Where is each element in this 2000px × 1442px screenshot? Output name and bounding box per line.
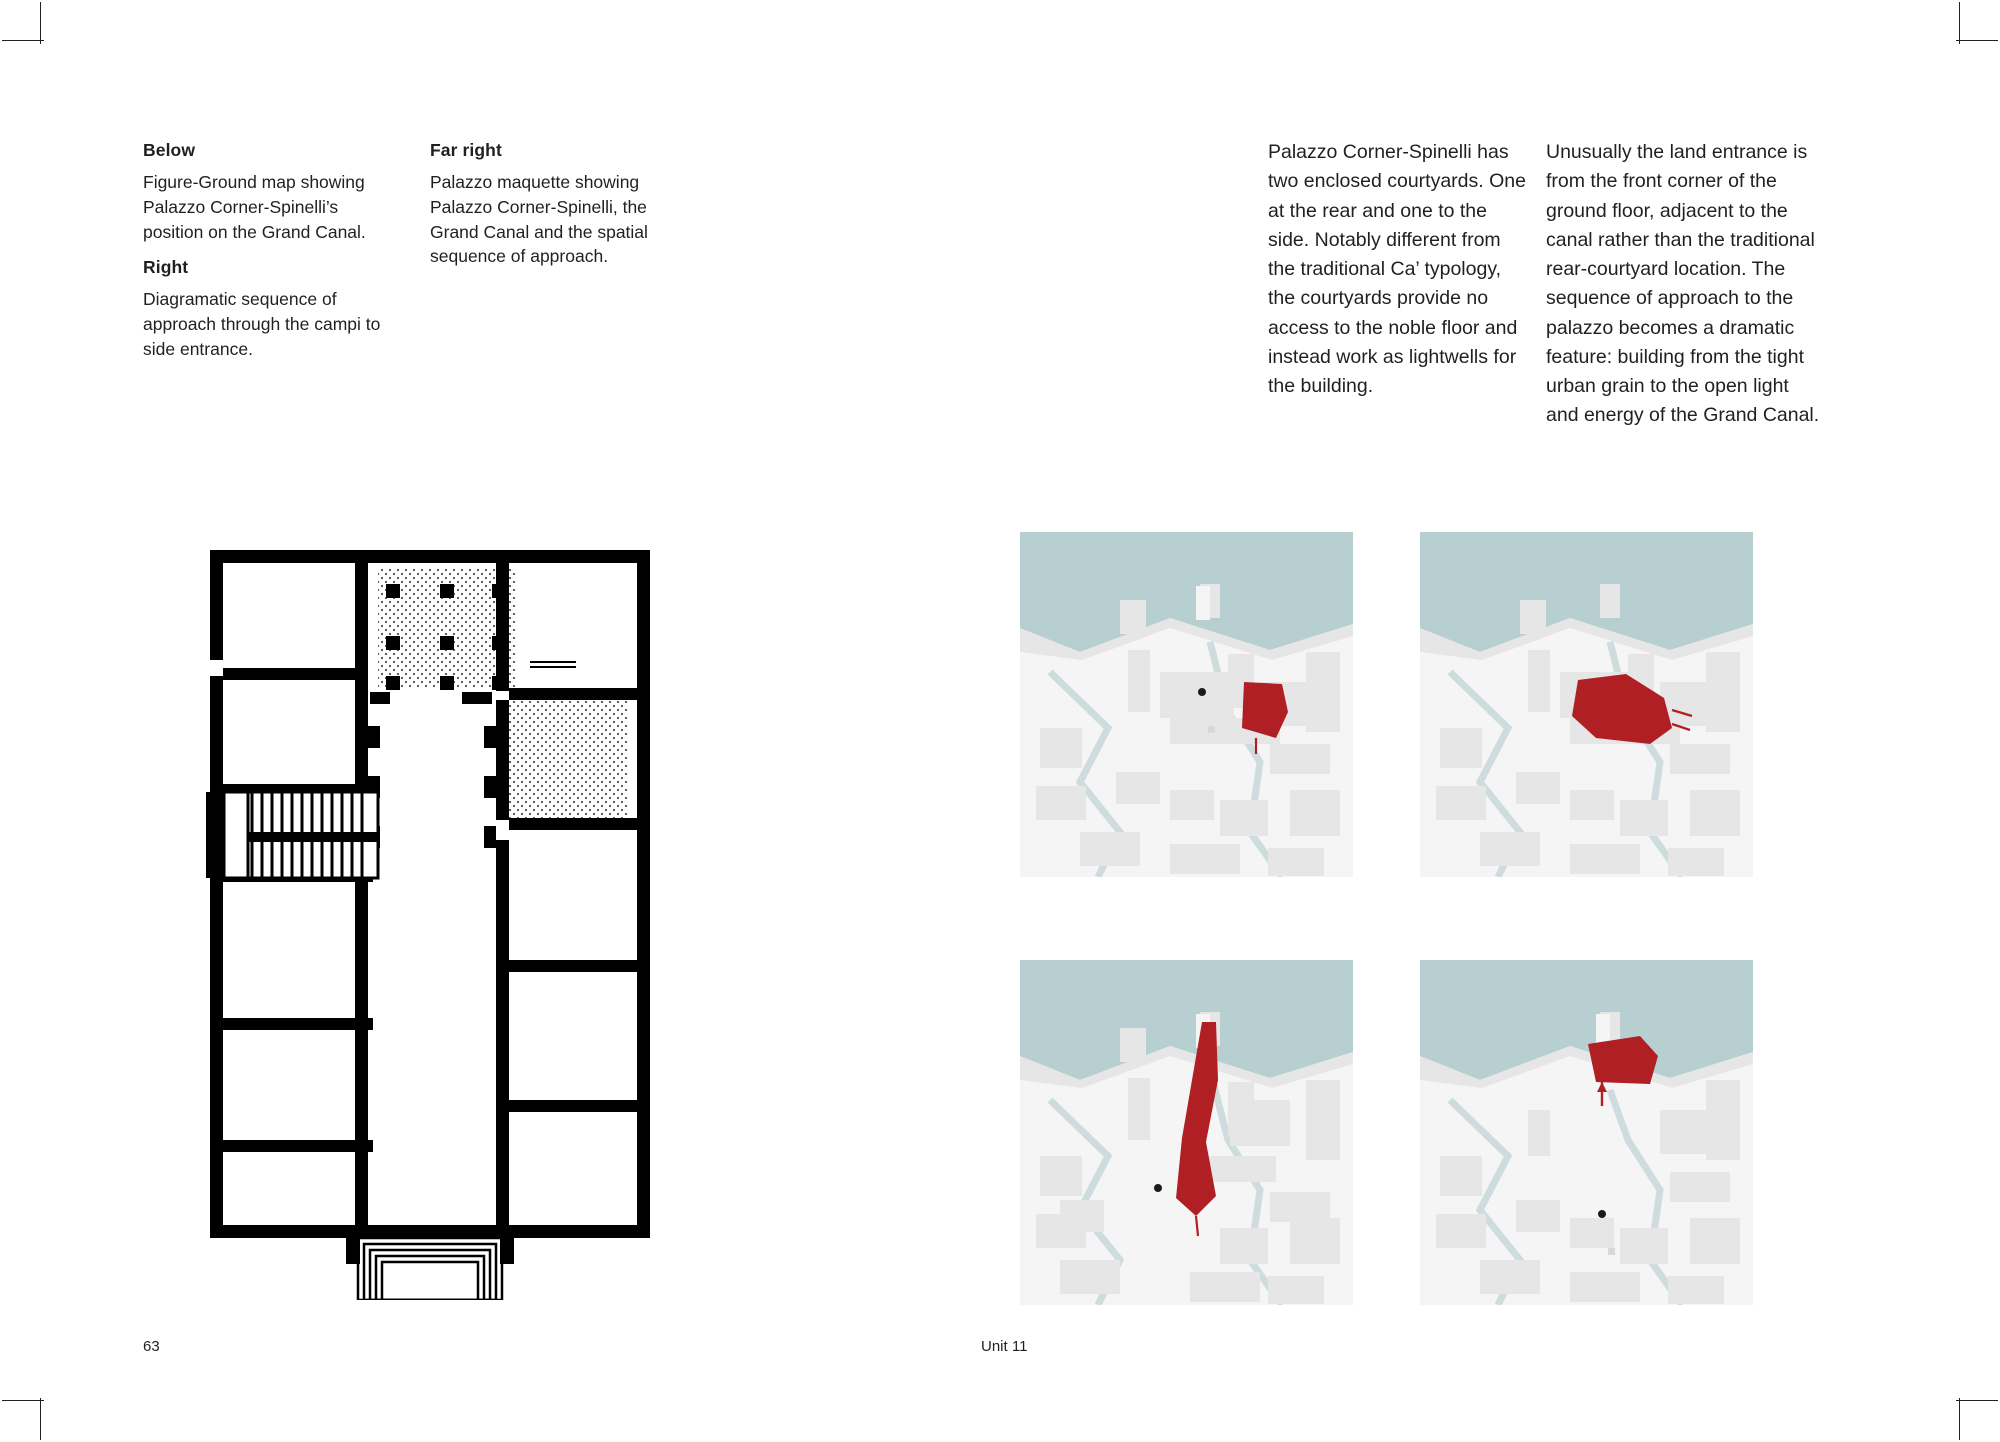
- crop-mark-bottom-left-horizontal: [2, 1400, 44, 1401]
- body-column-one-text: Palazzo Corner-Spinelli has two enclosed courtyards. One at the rear and one to the side. Notably different from the traditional Ca’ typology, the courtyards provide no access to the noble floor and instead work as lightwells for the building.: [1268, 141, 1526, 397]
- map-svg-4: [1420, 960, 1753, 1305]
- courtyard-side: [508, 700, 628, 820]
- caption-below-body: Figure-Ground map showing Palazzo Corner-Spinelli’s position on the Grand Canal.: [143, 171, 366, 242]
- caption-right-heading: Right: [143, 257, 189, 277]
- map-svg-2: [1420, 532, 1753, 877]
- map-tile-step-4: [1420, 960, 1753, 1305]
- campo-marker: [1198, 688, 1206, 696]
- caption-far-right: [430, 138, 680, 269]
- staircase: [224, 792, 378, 878]
- map-tile-step-2: [1420, 532, 1753, 877]
- water-steps: [358, 1238, 502, 1300]
- body-column-two: [1546, 138, 1821, 431]
- crop-mark-bottom-right-horizontal: [1956, 1400, 1998, 1401]
- folio-page-number: 63: [143, 1338, 160, 1355]
- caption-far-right-body: Palazzo maquette showing Palazzo Corner-Spinelli, the Grand Canal and the spatial sequence of approach.: [430, 171, 648, 267]
- map-svg-1: [1020, 532, 1353, 877]
- map-tile-step-3: [1020, 960, 1353, 1305]
- map-tile-step-1: [1020, 532, 1353, 877]
- crop-mark-top-right-horizontal: [1956, 40, 1998, 41]
- crop-mark-top-left-horizontal: [2, 40, 44, 41]
- floor-plan-figure: [200, 540, 670, 1300]
- folio-unit-label: Unit 11: [981, 1338, 1028, 1355]
- caption-right-body: Diagramatic sequence of approach through the campi to side entrance.: [143, 288, 381, 359]
- floor-plan-svg: [200, 540, 670, 1300]
- map-sequence-figure: [1020, 532, 1760, 1312]
- crop-mark-top-left-vertical: [40, 2, 41, 44]
- campo-marker: [1598, 1210, 1606, 1218]
- caption-far-right-heading: Far right: [430, 140, 502, 160]
- body-column-two-text: Unusually the land entrance is from the front corner of the ground floor, adjacent to the canal rather than the traditional rear-courtyard location. The sequence of approach to the palazzo becomes a dramatic feature: building from the tight urban grain to the open light and energy of the Grand Canal.: [1546, 141, 1820, 427]
- map-svg-3: [1020, 960, 1353, 1305]
- caption-right: [143, 255, 393, 361]
- body-column-one: [1268, 138, 1530, 401]
- campo-marker: [1154, 1184, 1162, 1192]
- crop-mark-top-right-vertical: [1959, 2, 1960, 44]
- crop-mark-bottom-left-vertical: [40, 1398, 41, 1440]
- crop-mark-bottom-right-vertical: [1959, 1398, 1960, 1440]
- caption-below: [143, 138, 393, 244]
- caption-below-heading: Below: [143, 140, 196, 160]
